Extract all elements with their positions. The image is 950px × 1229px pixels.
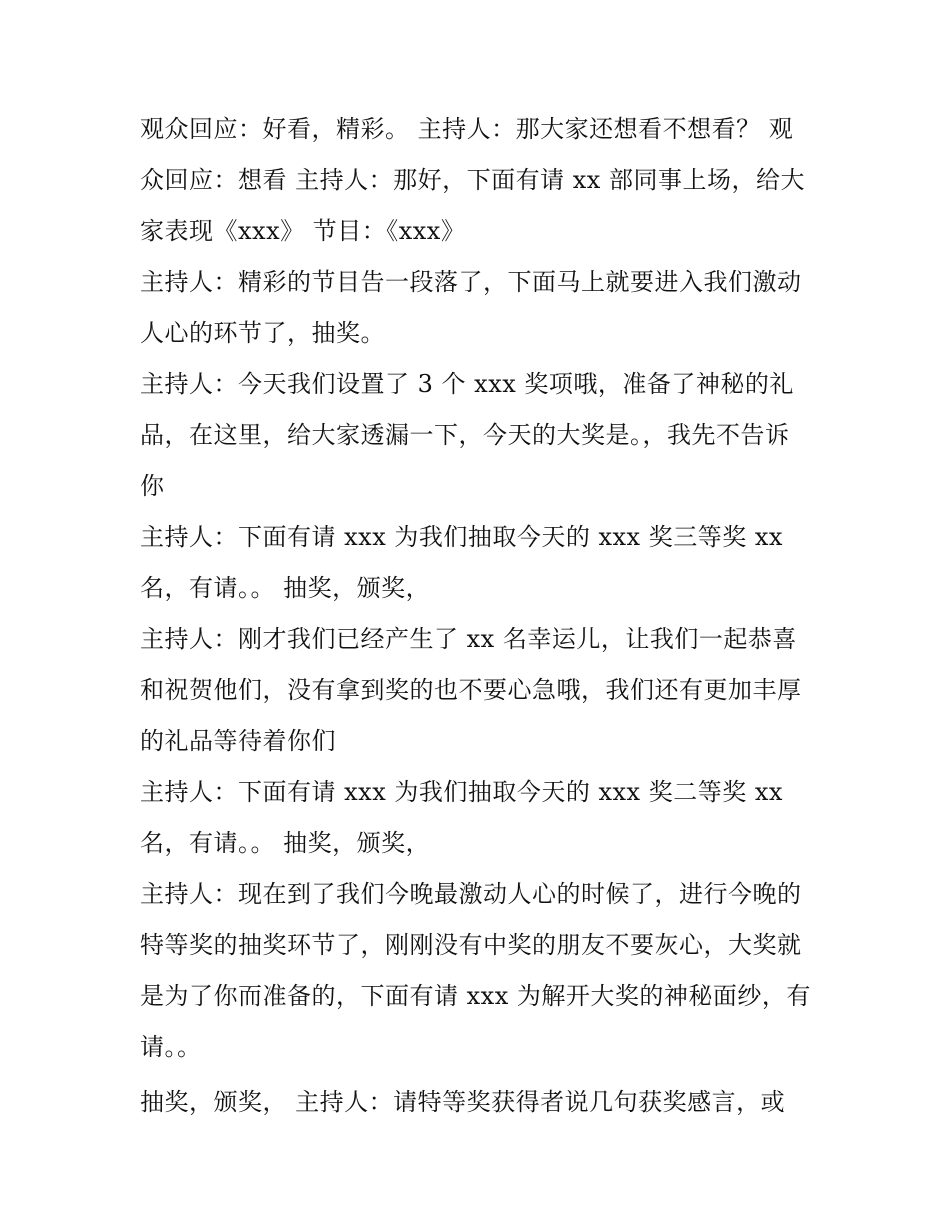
- text-line: 请。。: [140, 1033, 202, 1061]
- text-line: 主持人：下面有请 xxx 为我们抽取今天的 xxx 奖三等奖 xx: [140, 523, 783, 551]
- text-line: 观众回应：好看，精彩。 主持人：那大家还想看不想看？ 观: [140, 115, 794, 143]
- text-line: 品，在这里，给大家透漏一下，今天的大奖是。，我先不告诉: [140, 421, 790, 449]
- text-line: 名，有请。。 抽奖，颁奖，: [140, 829, 431, 857]
- text-line: 抽奖，颁奖， 主持人：请特等奖获得者说几句获奖感言，或: [140, 1088, 786, 1116]
- text-line: 家表现《xxx》 节目：《xxx》: [140, 217, 466, 245]
- text-line: 是为了你而准备的，下面有请 xxx 为解开大奖的神秘面纱，有: [140, 982, 811, 1010]
- text-line: 人心的环节了，抽奖。: [140, 319, 385, 347]
- text-line: 主持人：今天我们设置了 3 个 xxx 奖项哦，准备了神秘的礼: [140, 370, 794, 398]
- text-line: 特等奖的抽奖环节了，刚刚没有中奖的朋友不要灰心，大奖就: [140, 931, 802, 959]
- text-line: 和祝贺他们，没有拿到奖的也不要心急哦，我们还有更加丰厚: [140, 676, 802, 704]
- text-line: 的礼品等待着你们: [140, 727, 336, 755]
- text-line: 主持人：精彩的节目告一段落了，下面马上就要进入我们激动: [140, 268, 802, 296]
- text-line: 名，有请。。 抽奖，颁奖，: [140, 574, 431, 602]
- document-body: [140, 104, 820, 1128]
- text-line: 众回应：想看 主持人：那好，下面有请 xx 部同事上场，给大: [140, 166, 805, 194]
- text-line: 主持人：刚才我们已经产生了 xx 名幸运儿，让我们一起恭喜: [140, 625, 797, 653]
- text-line: 主持人：下面有请 xxx 为我们抽取今天的 xxx 奖二等奖 xx: [140, 778, 783, 806]
- text-line: 主持人：现在到了我们今晚最激动人心的时候了，进行今晚的: [140, 880, 802, 908]
- text-line: 你: [140, 472, 165, 500]
